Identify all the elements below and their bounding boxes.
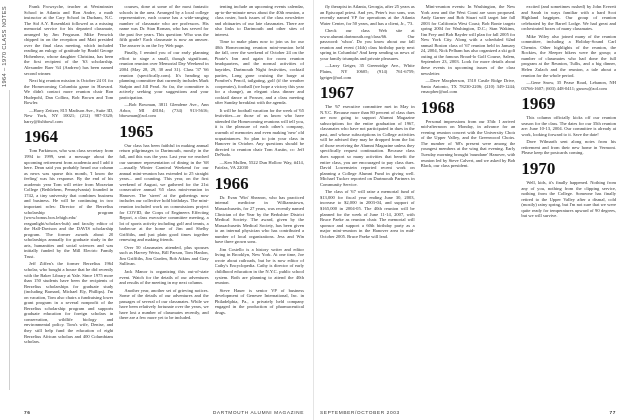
right-column-2 (421, 4, 516, 396)
class-year-heading: 1966 (214, 173, 249, 193)
class-note-paragraph: Tom Parkinson, who was class secretary from 1994 to 1999, sent a message about the upcoming retirement from academia and I add it here. Dean said you probably heard our column as news was sparse this month, 'I know the feeling' was his response. By the end of his academic year Tom will retire from Moravian College (Bethlehem, Pennsylvania) founded in 1742, a tiny university that combines business and business. He will be continuing in two important roles: Director of the Berzelius scholarship program (www.bonus.box.lehigh.edu/ reaganlight/scholars-hub) and faculty editor of the Hall-Davison and the DAVIS scholarship program. The former awards about 20 scholarships annually for graduate study in the arts, humanities and social sciences and was initially funded by the Mill Electric Family Trust. (24, 148, 114, 259)
left-column-1 (24, 4, 113, 396)
class-note-paragraph: Mini-reunion events: In Washington, the New York area and the West Coast are soon proposed. Andy Garner and Bob Stuart will target late fall 2003 for California West Coast; Bob Bonte targets spring 2004 for Washington, D.C.; Stan Wakims, Jim Frey and Bob Rayder will plan for fall 2005 for New York City. Along with a scheduled 62nd annual Boston class of '67 reunion held in January 24, 2004, Nick Pelham has also organized a ski golf outing at the famous Broad-lo Golf Course, Salem, September 23, 2003. Look for more details about these events in upcoming issues of the class newsletter. (420, 4, 516, 76)
left-page-number: 76 (24, 411, 31, 416)
class-note-paragraph: Frank Frowsyche, teacher at Westminster School in Atlanta and Ron Andre, a math instructor at the Cary School in Durham, N.C. The Sid A.Y. Rosenblatt followed as a missing memorial service for his departed classmate, arranged by Jim Ferguson. Mike Fenwick chipped in on the reception and Matt presided over the final class meeting, which included reading an eulogy of gratitude by Bradd George Hohenherz, whose daughter Christina, has been the first recipient of the '63 scholarship. Alexander Baer '64 (Andrew) has been named second winner. (24, 4, 114, 76)
class-note-paragraph: —Harry Zeitzer, 815 Madison Ave., Suite 3D, New York, NY 10021; (212) 987-5320; harry@fishbowl.com (24, 107, 114, 124)
class-note-paragraph: excited (and sometimes rushed) by John Everett and Sarah in ways familiar with a hard Scot Highland bagpipes. Our group of reunion celebrated by the Barrel Lodge. We had great and orchestrated boxes of many classmates. (521, 4, 617, 32)
class-note-paragraph: Check our class Web site at www.alumni.dartmouth.org/class/66. Our password: 'whoa'. Do you know about our fall reunion and event (14th) class birthday party next spring in Columbia? And keep sending us news of your family triumphs and private pleasures. (320, 28, 415, 61)
class-note-paragraph: —Ken Mullen, 5522 Dun Hollow Way, #414, Fairfax, VA 22030 (214, 159, 304, 171)
class-year-heading: 1967 (320, 83, 354, 103)
class-note-paragraph: Personal impressions from our 35th: I arrived mid-afternoon on Monday, in advance for an evening reunion concert with the University Choir of the Upper Valley, and the Greenwood Choirs. The number of '68's present were among the youngest members at the wing that evening. Early Tuesday morning brought 'mundane' Hanover, with reunion led by Steve Calvert, and we asked by Bob Black, our class president. (420, 118, 516, 169)
class-note-paragraph: Next big reunion mission is October 24 01 for the Homecoming Columbia game in Harvard. We didn't contact more reunion chair Ron Hudepohl, Dan Collins, Bob Brown and Tom Bowler. (24, 78, 114, 106)
right-column-3 (521, 4, 616, 396)
class-note-paragraph: Mike Wiley also joined many of the reunion committee, including a Holiday-Sound Carl Chemin. Other highlights of the reunion, the Rockies, the Sleeper bikers were the group; a number of classmates who had done the full program at the Reunion, Tullis, and a big dinner, Helen Zulach and the reunion, a tale about a reunion for the whole period. (521, 33, 617, 78)
class-note-paragraph: Our class has been faithful in making annual return pilgrimages to Dartmouth, mostly in the fall, and this was the year. Last year we reached our summer representation of dining in the '68 —usually Winter Carnival Weekend for our annual mini-reunion has extended to 25 straight years... and counting. This year, on the first weekend of August, we gathered for the 21st consecutive annual '65 class mini-reunion in Hanover. The 'street' at the gatherings now includes our collective hold birthdays. The mini-reunion included work on commissions project for COVID, the Corps of Engineers Effecting Report, a class executive committee meeting, a lot of sports activity including golf and tennis, a barbecue at the home of Jim and Shelby Griffiths, and just plain good times together renewing and making friends. (119, 142, 209, 243)
class-note-paragraph: Over 50 classmates attended, plus spouses such as Harvey Weiss, Bill Parson, Tom Hanlon, Jim Griffiths, Jim Garden, Bob Atkins and Gray Sullivan. (119, 244, 209, 267)
class-year-heading: 1964 (24, 127, 58, 147)
class-year-heading: 1970 (521, 159, 556, 179)
class-note-paragraph: Finally, I remind you of our early planning effort to stage a small, though significant, reunion reunion over Memorial Day Weekend in 2004 (May 28, 29, 30 and 31). Class '37 '66 reunion (specifically.com). It's heading up planning committee that currently includes Mark Stalpin and Jill Pearl. So far, the committee is actively seeking your suggestions and your participation. (119, 50, 209, 100)
class-note-paragraph: The '67 executive committee met in May in N.Y.C. Because more than 80 percent of class dues are now going to support Alumni Magazine subscriptions for the entire graduation of 1967, classmates who have not participated in dues in the past, and whose subscriptions in College activities will be advised they may be dropped from the list of those receiving the Alumni Magazine unless they specifically request continuation. Because class dues support so many activities that benefit the entire class, you are encouraged to pay class dues. David Lowenstein reported recent work on planning a College Alumni Fund in giving well. Michael Tucker reported on Dartmouth Partners in Community Service. (320, 104, 415, 187)
right-page-number: 77 (609, 411, 616, 416)
right-publication-date: SEPTEMBER/OCTOBER 2003 (320, 411, 400, 416)
class-note-paragraph: Dave Wilmarth sent along notes from his retirement and from their new home in Vermont. Please keep the postcards coming. (521, 139, 617, 156)
class-note-paragraph: Jack Manor is organizing this out-of-state event. Watch for the details of our adventures and results of the meeting in my next column. (119, 268, 209, 286)
class-note-paragraph: Steve Hauer is senior VP of business development of Genesee International, Inc. in Philadelphia, Pa., a privately held company engaged in the production of pharmaceutical drugs. (214, 287, 304, 315)
right-footer (314, 411, 628, 416)
class-note-paragraph: Another year, another set of grieving notices. Some of the details of our adventures and the passages of several of our classmates. While we have been relatively fortunate over the years, we have lost a number of classmates recently, and there are a few more yet to be included. (119, 287, 209, 321)
class-note-paragraph: It will be football vacation for the week of '65 festivities—or those of us know who have attended the Homecoming reunions will tell you, it is the pleasure of each other's company, warmth of memories and even making 'new' old acquaintances. So plan to join your class in Hanover in October. Any questions should be directed to reunion chair Tom Austin, cc: Jeff DeNudo. (214, 107, 304, 158)
left-publication-name: DARTMOUTH ALUMNI MAGAZINE (212, 411, 304, 416)
class-note-paragraph: —Dave Macpherson, 1510 Castle Ridge Drive, Santa Antonio, TX 78230-2206; (210) 349-1244; vmacpher@aol.com (420, 78, 516, 95)
class-note-paragraph: The class of '67 will raise a memorial fund of $13,000 for fiscal year ending June 30, 2003, increase to $2,000 in 2003-04, and support of $165,000 in 2004-05. The 40th reunion will be planned for the week of June 11-14, 2007, with Bruce Paeke as reunion chair. The memorial will sponsor and support a 60th birthday party as a major mini-reunion in the Hanover area in mid-October 2005. Bruce Paeke will lead. (320, 189, 415, 239)
right-page (314, 0, 628, 420)
class-note-paragraph: Jim Costello is a history writer and editor living in Brooklyn, New York. At one time, Joe wrote about railroads, but he is now editor of Cathy's Encyclopedia. Cathy is director of early childhood education in the N.Y.C. public school system. Both are planning to attend the 40th reunion. (214, 246, 304, 286)
class-year-heading: 1969 (521, 94, 556, 114)
class-note-paragraph: courses, done at some of the most fantastic schools in the area. Arranged by a local college representative, each course has a wide-ranging number of classmate who are professors. His name was Dr. Stan Roman, who has served for the past five years. This question: Who was the fifth grade? Each classmate is now an answer. The answer is on the Ivy Web page. (119, 4, 209, 48)
left-footer (0, 411, 314, 416)
class-note-paragraph: This column officially kicks off our reunion season for the class. The dates for our 35th reunion are: June 10-13, 2004. Our committee is already at work, looking forward to it. Save the date! (521, 115, 617, 137)
class-note-paragraph: tenting include an upcoming events calendar, up-to-the-minute news about the 40th reunion, a class roster, back issues of the class newsletter and obituaries of our late classmates. There are also links to Dartmouth and other sites of interest. (214, 4, 304, 37)
left-column-2 (119, 4, 208, 396)
right-column-1 (320, 4, 415, 396)
class-note-paragraph: fly therapist in Atlanta, Georgia, after 25 years as an Episcopal priest. And yes, Peter's two sons, was recently named VP for operations at the Atlanta Water Center, for 50 years, and has a client, Jr., '73. (320, 4, 415, 26)
class-notes-side-label: 1964 – 1970 CLASS NOTES (2, 6, 8, 88)
class-note-paragraph: —Gene Snow, 35 Pease Road, Lebanon, NH 03766-1607; (603) 448-0411; gsnow@aol.com (521, 80, 617, 91)
class-year-heading: 1965 (119, 121, 154, 141)
class-note-paragraph: Jeff Ziffen's the former Berzelius 1964 scholar, who bought a house that he did recently with the Baker Library at Yale. Since 1975 more than 150 students have been the recipients of Berzelius scholarships for graduate study (including Barnard, Michael Ely, Phillips). I'm on vacation, Tom also chairs a fundraising lower grant program in a several nonprofit of the Berzelius scholarship program and supports graduate education for foreign scholars in conservation, wildlife biology and environmental policy. Tom's wife, Denise, and they still help fund the education of eight Berzelius African scholars and 400 Columbians scholars. (24, 261, 114, 345)
left-column-3 (215, 4, 304, 396)
class-note-paragraph: —Larry Geiger, 35 Greenridge Ave., White Plains, NY 10605; (914) 761-6759; lgeiger@aol.com (320, 63, 415, 80)
class-note-paragraph: —Bob Bowman, 3811 Glendene Ave., Ann Arbor, MI 48104; (734) 913-5616; bbowman@aol.com (119, 102, 209, 119)
class-note-paragraph: Well, kids, it's finally happened. Nothing from any of you, nothing from the clipping service, nothing from the College. Someone has finally retired to the Upper Valley after a dismal, cold (mostly) rainy spring, but I'm not sure that we were quite ready for temperatures upward of 90 degrees, but we will survive. (521, 180, 617, 219)
class-note-paragraph: Dr. Evan 'Win' Shearon, who has practiced internal medicine in Williamstown, Massachusetts, for 27 years, was recently named Clinician of the Year by the Berkshire District Medical Society. The award, given by the Massachusetts Medical Society, has been given to an internal physician who has contributed a number of local organizations. Jess and Win have three grown sons. (214, 194, 304, 245)
class-note-paragraph: Time to make plans now to join us for our 40th Homecoming reunion mini-reunion held the fall, over the weekend of October 24 on the Pirate's Inn and again for room reunion headquarters, and the normal activities of hayrides, Dartmouth Night festivities, cocktail parties, Long gone cruising the barge at Pomfret's Pencil, tailgating, golf (if the weather cooperates), football (we hope a victory this year for a change), an elegant class dinner and cocktail dance at Prosser, and a class meeting after Sunday breakfast with the agenda. (214, 39, 304, 106)
class-year-heading: 1968 (420, 97, 455, 117)
